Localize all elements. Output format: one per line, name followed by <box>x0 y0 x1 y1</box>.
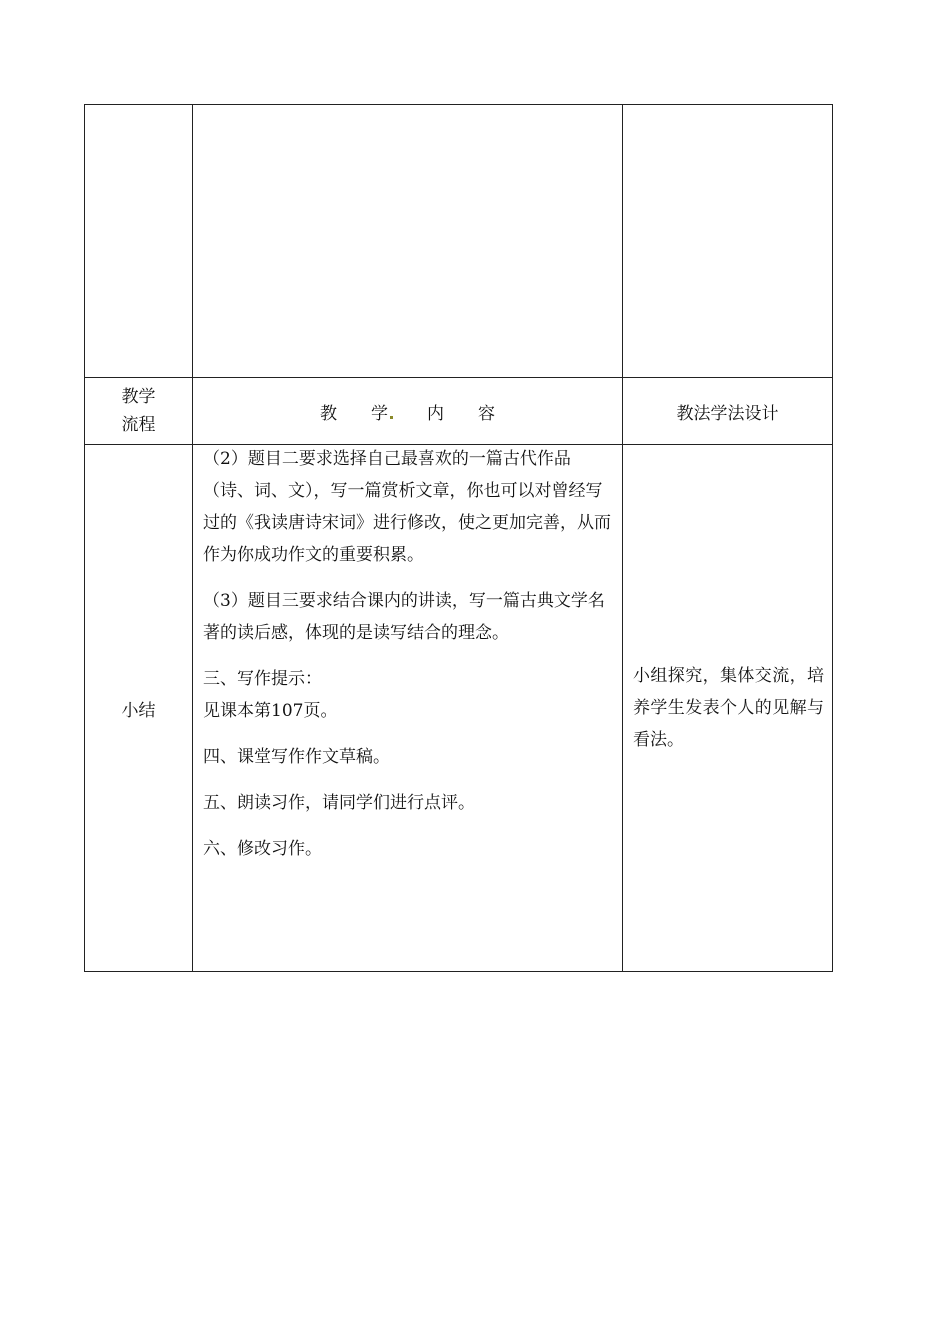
header-row <box>85 378 833 445</box>
header-content-char4: 容 <box>478 403 495 424</box>
stray-dot-mark <box>390 416 393 419</box>
header-content-cell <box>193 378 623 445</box>
content-paragraph-7: 六、修改习作。 <box>203 839 322 859</box>
summary-label-cell: 小结 <box>85 445 193 972</box>
lesson-plan-table <box>84 104 833 972</box>
content-paragraph-6: 五、朗读习作，请同学们进行点评。 <box>203 793 475 813</box>
method-design-cell: 小组探究，集体交流，培养学生发表个人的见解与看法。 <box>623 445 833 972</box>
content-paragraph-2: （3）题目三要求结合课内的讲读，写一篇古典文学名著的读后感，体现的是读写结合的理念。 <box>203 591 605 643</box>
header-content-char1: 教 <box>320 403 337 424</box>
empty-cell-middle <box>193 105 623 378</box>
content-paragraph-5: 四、课堂写作作文草稿。 <box>203 747 390 767</box>
teaching-content-cell <box>193 445 623 972</box>
empty-cell-left <box>85 105 193 378</box>
content-paragraph-1: （2）题目二要求选择自己最喜欢的一篇古代作品（诗、词、文），写一篇赏析文章，你也可以对曾经写过的《我读唐诗宋词》进行修改，使之更加完善，从而作为你成功作文的重要积累。 <box>203 449 611 565</box>
header-process-line1: 教学 <box>121 387 156 407</box>
empty-top-row <box>85 105 833 378</box>
header-content-char3: 内 <box>427 403 444 424</box>
body-row <box>85 445 833 972</box>
header-method-cell: 教法学法设计 <box>623 378 833 445</box>
header-content-char2: 学 <box>371 403 388 424</box>
header-process-cell <box>85 378 193 445</box>
header-process-line2: 流程 <box>121 415 156 435</box>
empty-cell-right <box>623 105 833 378</box>
content-paragraph-3: 三、写作提示： <box>203 669 322 689</box>
content-paragraph-4: 见课本第107页。 <box>203 701 338 721</box>
